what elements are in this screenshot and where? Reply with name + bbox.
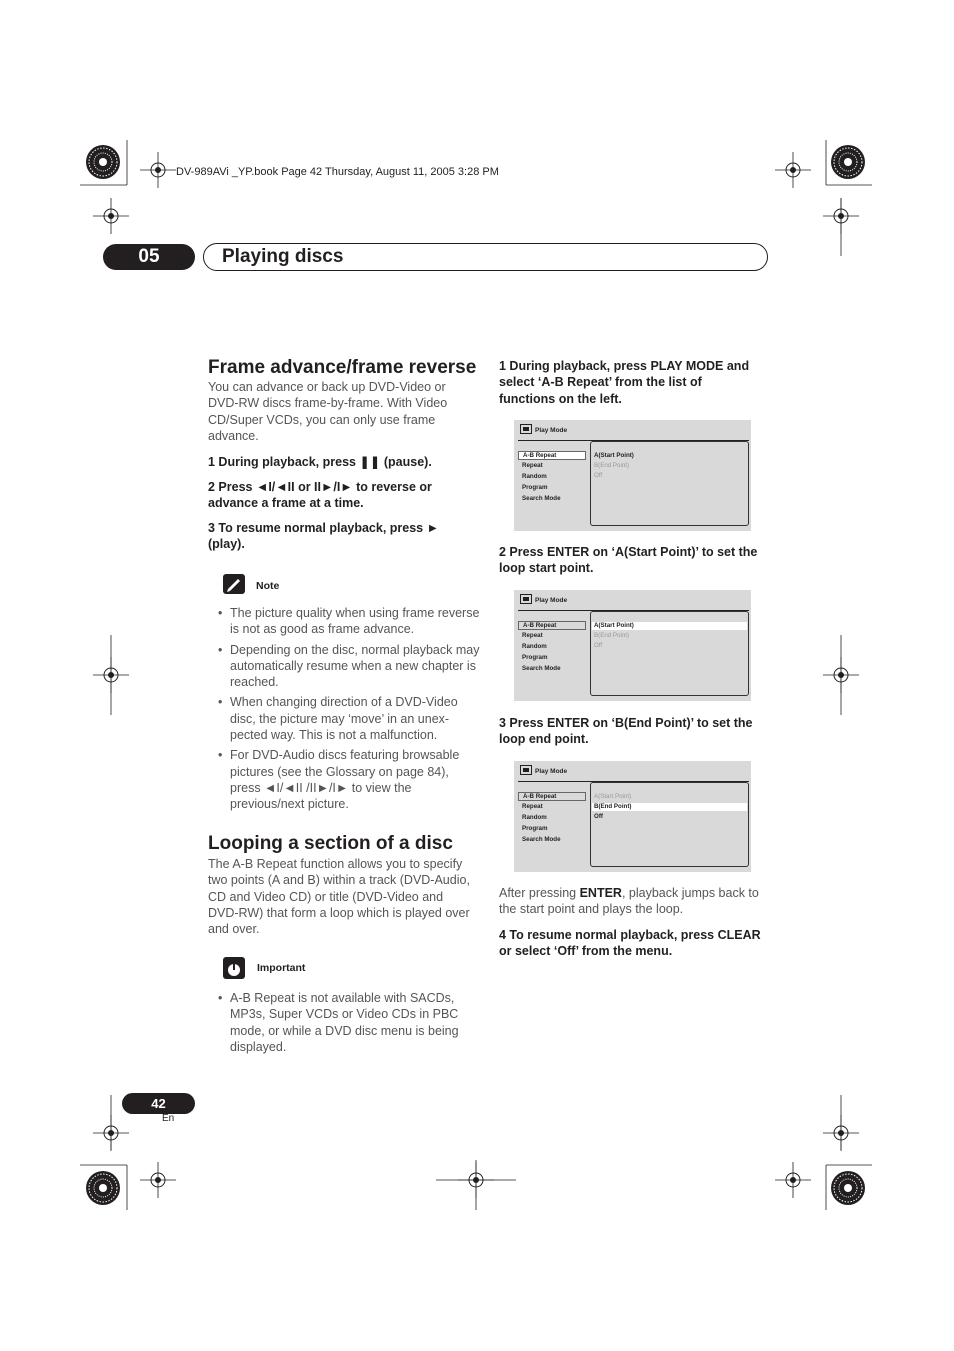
looping-heading: Looping a section of a disc	[208, 833, 453, 854]
osd-item-repeat[interactable]: Repeat	[522, 803, 543, 810]
osd-item-ab-repeat[interactable]: A-B Repeat	[518, 621, 586, 630]
osd-option-start-point[interactable]: A(Start Point)	[592, 622, 747, 630]
loop-step-2: 2 Press ENTER on ‘A(Start Point)’ to set the loop start point.	[499, 545, 758, 576]
osd-option-off[interactable]: Off	[594, 472, 603, 479]
language-code: En	[162, 1113, 175, 1124]
frame-step-2: 2 Press ◄I/◄II or II►/I► to reverse or advance a frame at a time.	[208, 480, 432, 511]
important-list	[208, 990, 480, 1059]
note-item: • When changing direction of a DVD-Video disc, the picture may ‘move’ in an unex-pected way. This is not a malfunction.	[208, 694, 480, 743]
registration-wheel-icon	[831, 145, 865, 179]
play-mode-icon	[520, 424, 532, 434]
osd-item-search-mode[interactable]: Search Mode	[522, 665, 561, 672]
osd-item-program[interactable]: Program	[522, 654, 548, 661]
registration-wheel-icon	[86, 145, 120, 179]
file-info-line: DV-989AVi _YP.book Page 42 Thursday, August 11, 2005 3:28 PM	[176, 166, 499, 178]
looping-intro-text: The A-B Repeat function allows you to specify two points (A and B) within a track (DVD-Audio, CD and Video CD) or title (DVD-Video and DVD-RW) that form a loop which is played over and over.	[208, 857, 470, 937]
osd-option-start-point[interactable]: A(Start Point)	[594, 452, 634, 459]
registration-wheel-icon	[86, 1171, 120, 1205]
note-item: • For DVD-Audio discs featuring browsable pictures (see the Glossary on page 84), press ◄I/◄II /II►/I► to view the previous/next picture.	[208, 747, 480, 812]
osd-option-start-point[interactable]: A(Start Point)	[594, 793, 632, 800]
osd-option-end-point[interactable]: B(End Point)	[594, 632, 630, 639]
osd-option-off[interactable]: Off	[594, 642, 603, 649]
chapter-title-box	[203, 243, 768, 271]
frame-step-3: 3 To resume normal playback, press ► (play).	[208, 521, 439, 552]
note-item: • The picture quality when using frame reverse is not as good as frame advance.	[208, 605, 480, 638]
osd-item-search-mode[interactable]: Search Mode	[522, 495, 561, 502]
osd-item-repeat[interactable]: Repeat	[522, 632, 543, 639]
important-item: • A-B Repeat is not available with SACDs, MP3s, Super VCDs or Video CDs in PBC mode, or while a DVD disc menu is being displayed.	[208, 990, 480, 1055]
osd-item-program[interactable]: Program	[522, 484, 548, 491]
crosshair-icon	[140, 152, 176, 188]
note-pencil-icon	[223, 574, 245, 594]
osd-item-random[interactable]: Random	[522, 643, 547, 650]
frame-advance-heading: Frame advance/frame reverse	[208, 357, 477, 378]
osd-title: Play Mode	[535, 597, 568, 604]
page-number: 42	[122, 1093, 195, 1114]
osd-option-end-point[interactable]: B(End Point)	[592, 803, 747, 811]
osd-option-off[interactable]: Off	[594, 813, 603, 820]
crosshair-icon	[775, 152, 811, 188]
osd-option-end-point[interactable]: B(End Point)	[594, 462, 630, 469]
chapter-title: Playing discs	[222, 246, 344, 267]
play-mode-screen-1	[514, 420, 751, 531]
crosshair-icon	[775, 1162, 811, 1198]
important-warning-icon	[223, 957, 245, 979]
loop-step-4: 4 To resume normal playback, press CLEAR or select ‘Off’ from the menu.	[499, 928, 761, 959]
crosshair-icon	[93, 198, 129, 234]
play-mode-icon	[520, 765, 532, 775]
play-mode-screen-3	[514, 761, 751, 872]
note-list	[208, 605, 480, 817]
osd-title: Play Mode	[535, 427, 568, 434]
osd-item-search-mode[interactable]: Search Mode	[522, 836, 561, 843]
frame-intro-text: You can advance or back up DVD-Video or DVD-RW discs frame-by-frame. With Video CD/Super VCDs, you can only use frame advance.	[208, 380, 448, 443]
osd-item-repeat[interactable]: Repeat	[522, 462, 543, 469]
osd-item-random[interactable]: Random	[522, 814, 547, 821]
play-mode-screen-2	[514, 590, 751, 701]
loop-step-1: 1 During playback, press PLAY MODE and select ‘A-B Repeat’ from the list of functions on the left.	[499, 359, 750, 406]
note-label: Note	[256, 580, 280, 592]
osd-item-ab-repeat[interactable]: A-B Repeat	[518, 451, 586, 460]
osd-item-random[interactable]: Random	[522, 473, 547, 480]
frame-step-1: 1 During playback, press ❚❚ (pause).	[208, 455, 432, 469]
registration-wheel-icon	[831, 1171, 865, 1205]
crosshair-icon	[140, 1162, 176, 1198]
after-enter-text: After pressing ENTER, playback jumps back to the start point and plays the loop.	[499, 886, 759, 917]
note-item: • Depending on the disc, normal playback may automatically resume when a new chapter is reached.	[208, 642, 480, 691]
important-label: Important	[257, 962, 306, 974]
osd-item-ab-repeat[interactable]: A-B Repeat	[518, 792, 586, 801]
play-mode-icon	[520, 594, 532, 604]
osd-item-program[interactable]: Program	[522, 825, 548, 832]
osd-title: Play Mode	[535, 768, 568, 775]
loop-step-3: 3 Press ENTER on ‘B(End Point)’ to set the loop end point.	[499, 716, 753, 747]
chapter-number: 05	[103, 244, 195, 270]
